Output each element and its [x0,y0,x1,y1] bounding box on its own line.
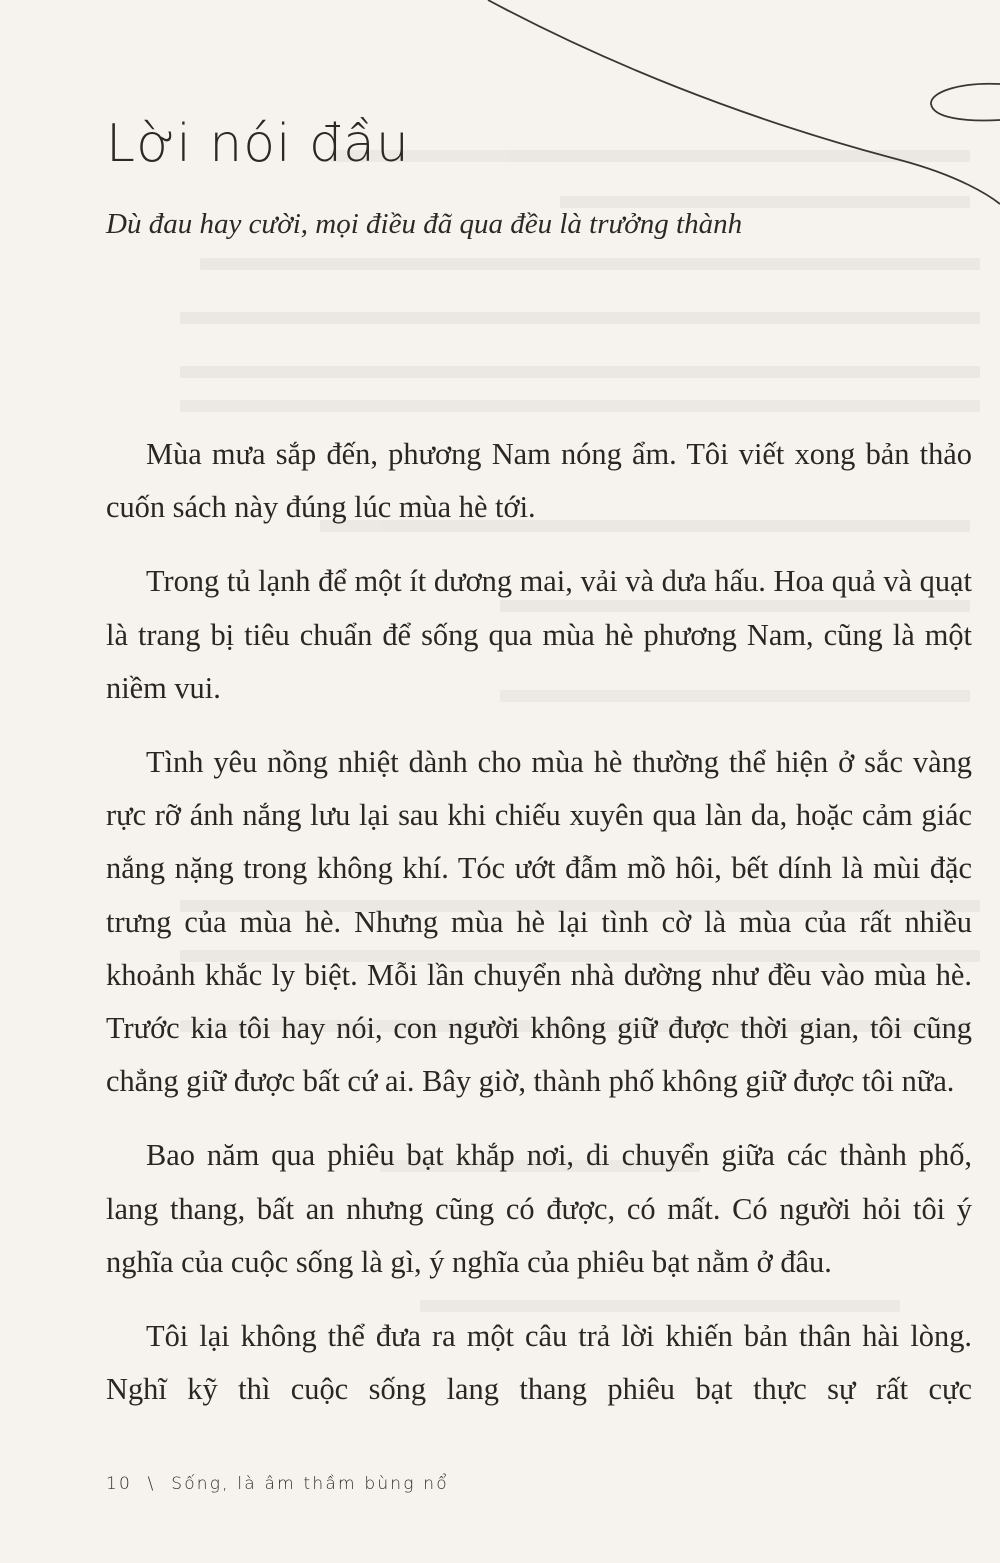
page-number: 10 [106,1474,133,1494]
chapter-title: Lời nói đầu [106,114,410,174]
footer-separator: \ [147,1474,156,1494]
chapter-subtitle: Dù đau hay cười, mọi điều đã qua đều là trưởng thành [106,208,743,240]
book-title: Sống, là âm thầm bùng nổ [171,1474,449,1494]
running-footer [106,1474,449,1494]
paragraph: Mùa mưa sắp đến, phương Nam nóng ẩm. Tôi viết xong bản thảo cuốn sách này đúng lúc mùa hè tới. [106,437,972,525]
body-text [106,428,972,1416]
paragraph: Trong tủ lạnh để một ít dương mai, vải và dưa hấu. Hoa quả và quạt là trang bị tiêu chuẩn để sống qua mùa hè phương Nam, cũng là một niềm vui. [106,564,972,705]
paragraph: Bao năm qua phiêu bạt khắp nơi, di chuyển giữa các thành phố, lang thang, bất an nhưng cũng có được, có mất. Có người hỏi tôi ý nghĩa của cuộc sống là gì, ý nghĩa của phiêu bạt nằm ở đâu. [106,1138,972,1279]
paragraph: Tôi lại không thể đưa ra một câu trả lời khiến bản thân hài lòng. Nghĩ kỹ thì cuộc sống lang thang phiêu bạt thực sự rất cực [106,1319,972,1407]
paragraph: Tình yêu nồng nhiệt dành cho mùa hè thường thể hiện ở sắc vàng rực rỡ ánh nắng lưu lại sau khi chiếu xuyên qua làn da, hoặc cảm giác nắng nặng trong không khí. Tóc ướt đẫm mồ hôi, bết dính là mùi đặc trưng của mùa hè. Nhưng mùa hè lại tình cờ là mùa của rất nhiều khoảnh khắc ly biệt. Mỗi lần chuyển nhà dường như đều vào mùa hè. Trước kia tôi hay nói, con người không giữ được thời gian, tôi cũng chẳng giữ được bất cứ ai. Bây giờ, thành phố không giữ được tôi nữa. [106,745,972,1099]
